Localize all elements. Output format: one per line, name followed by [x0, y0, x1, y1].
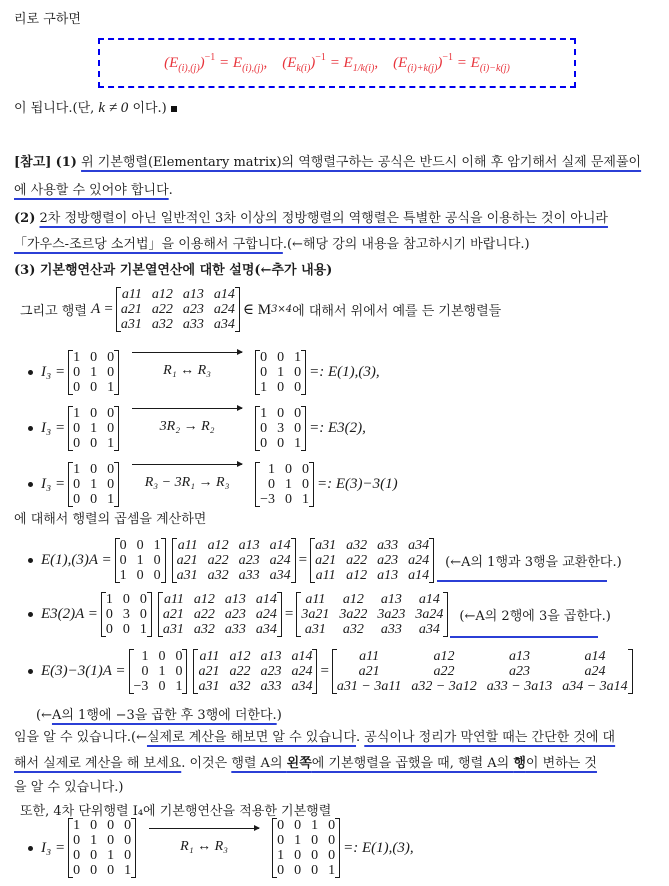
identity-label: I₃ = — [41, 476, 66, 492]
matrix-cell: 1 — [260, 380, 268, 395]
note-item-1: [참고] (1) 위 기본행렬(Elementary matrix)의 역행렬구하는 공식은 반드시 이해 후 암기해서 실제 문제풀이 — [14, 155, 642, 170]
matrix-cell: a32 — [229, 679, 251, 694]
matrix-cell: 0 — [277, 436, 285, 451]
matrix-cell: a12 — [229, 649, 251, 664]
matrix-cell: 0 — [153, 568, 161, 583]
matrix-cell: 0 — [328, 818, 336, 833]
matrix-cell: 0 — [90, 462, 98, 477]
row-operation-arrow — [149, 838, 259, 855]
matrix-cell: 0 — [90, 848, 98, 863]
explanation-line-4: 또한, 4차 단위행렬 I₄에 기본행연산을 적용한 기본행렬 — [20, 804, 332, 819]
matrix-cell: 0 — [285, 492, 292, 507]
arrow-line — [132, 464, 242, 465]
explanation-line-2: 해서 실제로 계산을 해 보세요. 이것은 행렬 A의 왼쪽에 기본행렬을 곱했을 때, 행렬 A의 행이 변하는 것 — [14, 756, 597, 771]
explanation-line-3: 을 알 수 있습니다.) — [14, 780, 124, 795]
matrix-cell: 0 — [139, 607, 147, 622]
matrix-cell: a12 — [433, 649, 455, 664]
matrix-cell: 0 — [328, 848, 336, 863]
matrix-cell: a22 — [151, 302, 173, 317]
bullet-icon — [28, 426, 33, 431]
matrix-cell: 0 — [294, 406, 302, 421]
matrix-a — [158, 592, 282, 637]
matrix-cell: a24 — [255, 607, 277, 622]
matrix-cell: 1 — [90, 421, 98, 436]
matrix-cell: 0 — [268, 477, 275, 492]
product-row — [28, 538, 622, 583]
matrix-cell: a22 — [346, 553, 368, 568]
matrix-cell: −3 — [260, 492, 275, 507]
matrix-cell: a31 — [304, 622, 326, 637]
matrix-cell: 0 — [107, 365, 115, 380]
matrix-cell: 0 — [175, 664, 183, 679]
identity-label: I₃ = — [41, 364, 66, 380]
matrix-a — [172, 538, 296, 583]
matrix-cell: a11 — [177, 538, 198, 553]
matrix-cell: a12 — [193, 592, 215, 607]
matrix-cell: a34 — [408, 538, 430, 553]
matrix-cell: 0 — [90, 380, 98, 395]
matrix-cell: a32 — [151, 317, 173, 332]
elementary-example-row — [28, 350, 380, 395]
arrow-line — [149, 828, 259, 829]
matrix-cell: a14 — [408, 568, 430, 583]
matrix-cell: 0 — [73, 848, 81, 863]
product-row — [28, 592, 611, 637]
matrix-cell: 0 — [260, 421, 268, 436]
matrix-cell: a34 — [255, 622, 277, 637]
explanation-line-1: 임을 알 수 있습니다.(←실제로 계산을 해보면 알 수 있습니다. 공식이나 정리가 막연할 때는 간단한 것에 대 — [14, 730, 616, 745]
matrix-cell: 1 — [277, 365, 285, 380]
matrix-a — [193, 649, 317, 694]
matrix-cell: 0 — [107, 462, 115, 477]
matrix-cell: 0 — [260, 436, 268, 451]
matrix-cell: 0 — [141, 664, 149, 679]
matrix-cell: a23 — [377, 553, 399, 568]
matrix-cell: a12 — [207, 538, 229, 553]
elementary-matrix-name: =: E(3)−3(1) — [317, 476, 398, 492]
matrix-cell: a23 — [224, 607, 246, 622]
matrix-a — [116, 287, 240, 332]
matrix-cell: 3a22 — [339, 607, 368, 622]
matrix-cell: 0 — [328, 833, 336, 848]
matrix-cell: a14 — [418, 592, 440, 607]
bullet-icon — [28, 482, 33, 487]
equals-sign: = — [284, 606, 294, 622]
matrix-cell: a11 — [359, 649, 380, 664]
identity-matrix-4x4 — [68, 818, 136, 878]
matrix-cell: a14 — [213, 287, 235, 302]
formula-box — [98, 38, 576, 88]
matrix-cell: 0 — [260, 350, 268, 365]
row-operation-label: 3R₂ → R₂ — [159, 419, 215, 434]
matrix-cell: a34 — [213, 317, 235, 332]
arrow-line — [132, 408, 242, 409]
matrix-cell: 1 — [158, 664, 166, 679]
product-lhs: E(1),(3)A = — [41, 552, 112, 568]
result-matrix — [332, 649, 633, 694]
matrix-cell: 1 — [90, 365, 98, 380]
row-operation-arrow — [132, 363, 242, 379]
matrix-cell: 0 — [302, 462, 309, 477]
matrix-cell: 0 — [124, 848, 132, 863]
matrix-cell: a34 — [269, 568, 291, 583]
matrix-cell: 1 — [268, 462, 275, 477]
matrix-cell: a33 — [377, 538, 399, 553]
matrix-cell: a11 — [305, 592, 326, 607]
matrix-cell: a21 — [315, 553, 337, 568]
matrix-cell: a24 — [291, 664, 313, 679]
matrix-cell: 0 — [175, 649, 183, 664]
matrix-cell: 0 — [277, 833, 285, 848]
qed-icon — [171, 106, 177, 112]
matrix-cell: 3 — [122, 607, 130, 622]
elementary-example-4x4-row — [28, 818, 414, 878]
elementary-matrix — [255, 462, 314, 507]
product-lhs: E3(2)A = — [41, 606, 98, 622]
elementary-matrix-name: =: E3(2), — [309, 420, 366, 436]
intro-text: 리로 구하면 — [14, 12, 81, 27]
matrix-cell: a34 — [418, 622, 440, 637]
formula-swap: $(E_{(i),(j)})^{-1} = E_{(i),(j)}$, — [164, 52, 268, 74]
matrix-cell: a34 − 3a14 — [562, 679, 628, 694]
matrix-cell: 1 — [311, 818, 319, 833]
matrix-cell: a34 — [291, 679, 313, 694]
matrix-cell: 0 — [277, 863, 285, 878]
matrix-cell: 0 — [73, 380, 81, 395]
note-item-2-cont: 「가우스-조르당 소거법」을 이용해서 구합니다.(←해당 강의 내용을 참고하시기 바랍니다.) — [14, 237, 530, 252]
elementary-matrix-name: =: E(1),(3), — [343, 839, 414, 856]
matrix-cell: 1 — [124, 863, 132, 878]
matrix-cell: 0 — [73, 436, 81, 451]
matrix-cell: 0 — [73, 421, 81, 436]
bullet-icon — [28, 370, 33, 375]
matrix-cell: a31 — [315, 538, 337, 553]
matrix-cell: a11 — [199, 649, 220, 664]
matrix-cell: a21 — [120, 302, 142, 317]
arrow-line — [132, 352, 242, 353]
matrix-cell: 0 — [294, 421, 302, 436]
matrix-cell: 1 — [73, 350, 81, 365]
matrix-cell: a13 — [380, 592, 402, 607]
matrix-cell: 0 — [124, 818, 132, 833]
matrix-cell: a32 — [193, 622, 215, 637]
elementary-matrix — [255, 406, 306, 451]
matrix-cell: a21 — [358, 664, 380, 679]
matrix-cell: a13 — [509, 649, 530, 664]
matrix-cell: 1 — [107, 848, 115, 863]
matrix-cell: a33 — [380, 622, 402, 637]
matrix-cell: 0 — [277, 818, 285, 833]
matrix-cell: 0 — [73, 833, 81, 848]
matrix-cell: 3a24 — [415, 607, 444, 622]
matrix-cell: 0 — [277, 406, 285, 421]
row-operation-label: R₁ ↔ R₃ — [163, 363, 212, 378]
matrix-cell: 1 — [277, 848, 285, 863]
matrix-cell: 1 — [136, 553, 144, 568]
matrix-cell: a33 — [224, 622, 246, 637]
matrix-cell: 1 — [107, 436, 115, 451]
matrix-cell: 1 — [90, 833, 98, 848]
matrix-cell: 0 — [285, 462, 292, 477]
matrix-cell: 0 — [90, 818, 98, 833]
matrix-cell: a24 — [269, 553, 291, 568]
matrix-cell: a32 — [207, 568, 229, 583]
matrix-cell: 1 — [141, 649, 149, 664]
matrix-cell: a22 — [193, 607, 215, 622]
matrix-cell: 0 — [107, 477, 115, 492]
matrix-cell: 1 — [328, 863, 336, 878]
matrix-cell: 3a21 — [301, 607, 330, 622]
matrix-cell: a23 — [182, 302, 204, 317]
matrix-cell: 0 — [105, 622, 113, 637]
elementary-matrix — [115, 538, 166, 583]
matrix-cell: a13 — [182, 287, 204, 302]
elementary-matrix — [255, 350, 306, 395]
matrix-cell: 0 — [90, 863, 98, 878]
matrix-cell: 0 — [302, 477, 309, 492]
matrix-a-definition: 그리고 행렬 A = a11 a12 a13 a14 a21 a22 a23 a24 a31 a32 a33 a34 ∈ M 3×4 에 대해서 위에서 예를 든 기본행렬들 — [20, 287, 502, 332]
matrix-cell: a24 — [408, 553, 430, 568]
matrix-cell: a21 — [162, 607, 184, 622]
matrix-cell: 0 — [294, 380, 302, 395]
matrix-cell: a33 — [182, 317, 204, 332]
identity-matrix — [68, 406, 119, 451]
elementary-example-row — [28, 406, 366, 451]
comment-underline — [450, 636, 598, 638]
matrix-cell: a14 — [291, 649, 313, 664]
matrix-cell: 0 — [107, 406, 115, 421]
product-comment: (←A의 1행과 3행을 교환한다.) — [445, 555, 622, 570]
result-matrix — [310, 538, 434, 583]
matrix-cell: 1 — [107, 492, 115, 507]
matrix-cell: 0 — [136, 568, 144, 583]
matrix-cell: 0 — [153, 553, 161, 568]
matrix-cell: 0 — [122, 622, 130, 637]
matrix-cell: 0 — [105, 607, 113, 622]
identity-label: I₃ = — [41, 420, 66, 436]
matrix-cell: 0 — [119, 538, 127, 553]
condition: k ≠ 0 — [98, 100, 129, 116]
matrix-cell: 1 — [105, 592, 113, 607]
matrix-cell: a23 — [238, 553, 260, 568]
inverse-formulas — [100, 52, 574, 74]
matrix-cell: 0 — [90, 492, 98, 507]
matrix-cell: 1 — [302, 492, 309, 507]
matrix-cell: 0 — [107, 818, 115, 833]
matrix-cell: 0 — [294, 818, 302, 833]
matrix-cell: a22 — [229, 664, 251, 679]
elementary-matrix — [101, 592, 152, 637]
matrix-cell: a21 — [198, 664, 220, 679]
matrix-cell: 0 — [311, 848, 319, 863]
matrix-cell: 1 — [107, 380, 115, 395]
matrix-cell: 0 — [73, 365, 81, 380]
matrix-cell: 0 — [90, 350, 98, 365]
equals-sign: = — [320, 663, 329, 679]
matrix-cell: a14 — [255, 592, 277, 607]
product-row — [28, 649, 636, 694]
matrix-cell: 0 — [73, 492, 81, 507]
matrix-cell: 0 — [260, 365, 268, 380]
matrix-cell: 0 — [107, 863, 115, 878]
row-operation-arrow — [132, 419, 242, 435]
matrix-cell: a12 — [346, 568, 368, 583]
elementary-matrix-4x4 — [272, 818, 340, 878]
matrix-cell: 0 — [119, 553, 127, 568]
matrix-cell: a23 — [509, 664, 530, 679]
note-item-2: (2) 2차 정방행렬이 아닌 일반적인 3차 이상의 정방행렬의 역행렬은 특별한 공식을 이용하는 것이 아니라 — [14, 211, 608, 226]
matrix-cell: a11 — [121, 287, 142, 302]
matrix-cell: 1 — [175, 679, 183, 694]
matrix-cell: 0 — [107, 350, 115, 365]
bullet-icon — [28, 846, 33, 851]
matrix-cell: 1 — [153, 538, 161, 553]
matrix-cell: a32 — [342, 622, 364, 637]
matrix-cell: a14 — [584, 649, 606, 664]
matrix-cell: 0 — [136, 538, 144, 553]
matrix-cell: a23 — [260, 664, 282, 679]
formula-scale: $(E_{k(i)})^{-1} = E_{1/k(i)}$, — [282, 52, 379, 74]
matrix-cell: a33 — [238, 568, 260, 583]
matrix-cell: 1 — [285, 477, 292, 492]
matrix-cell: 0 — [311, 863, 319, 878]
matrix-cell: 0 — [294, 863, 302, 878]
identity-label: I₃ = — [41, 839, 66, 856]
product-intro: 에 대해서 행렬의 곱셈을 계산하면 — [14, 512, 207, 527]
matrix-cell: a13 — [377, 568, 399, 583]
conclusion-line: 이 됩니다.(단, k ≠ 0 이다.) — [14, 97, 177, 117]
matrix-cell: 0 — [311, 833, 319, 848]
matrix-cell: a22 — [207, 553, 229, 568]
matrix-cell: 1 — [73, 406, 81, 421]
matrix-cell: 1 — [294, 833, 302, 848]
matrix-cell: a11 — [315, 568, 336, 583]
matrix-cell: 0 — [73, 477, 81, 492]
matrix-cell: a31 — [120, 317, 142, 332]
matrix-cell: 0 — [90, 406, 98, 421]
matrix-cell: −3 — [133, 679, 149, 694]
matrix-cell: 0 — [124, 833, 132, 848]
matrix-cell: a12 — [342, 592, 364, 607]
matrix-cell: a32 − 3a12 — [411, 679, 477, 694]
note-item-1-cont: 에 사용할 수 있어야 합니다. — [14, 183, 173, 198]
matrix-cell: 3a23 — [377, 607, 406, 622]
result-matrix — [296, 592, 448, 637]
matrix-cell: 1 — [294, 436, 302, 451]
matrix-cell: 0 — [107, 833, 115, 848]
product-comment: (←A의 1행에 −3을 곱한 후 3행에 더한다.) — [36, 708, 282, 723]
matrix-cell: a21 — [176, 553, 198, 568]
identity-matrix — [68, 462, 119, 507]
matrix-cell: 1 — [119, 568, 127, 583]
matrix-cell: 0 — [139, 592, 147, 607]
matrix-cell: 1 — [73, 818, 81, 833]
matrix-cell: 0 — [122, 592, 130, 607]
matrix-cell: a13 — [238, 538, 260, 553]
equals-sign: = — [298, 552, 308, 568]
row-operation-label: R₃ − 3R₁ → R₃ — [144, 475, 230, 490]
matrix-cell: 0 — [73, 863, 81, 878]
elementary-matrix-name: =: E(1),(3), — [309, 364, 380, 380]
matrix-cell: a31 − 3a11 — [336, 679, 402, 694]
matrix-cell: a24 — [213, 302, 235, 317]
matrix-cell: 0 — [294, 365, 302, 380]
matrix-cell: a31 — [162, 622, 184, 637]
matrix-cell: 1 — [294, 350, 302, 365]
identity-matrix — [68, 350, 119, 395]
matrix-cell: 1 — [90, 477, 98, 492]
bullet-icon — [28, 558, 33, 563]
matrix-cell: 3 — [277, 421, 285, 436]
comment-underline — [437, 580, 607, 582]
row-operation-arrow — [132, 475, 242, 491]
matrix-cell: a31 — [198, 679, 220, 694]
product-lhs: E(3)−3(1)A = — [41, 663, 126, 679]
matrix-cell: 1 — [73, 462, 81, 477]
matrix-cell: a24 — [584, 664, 606, 679]
matrix-cell: a33 — [260, 679, 282, 694]
bullet-icon — [28, 612, 33, 617]
matrix-cell: a33 − 3a13 — [486, 679, 553, 694]
row-operation-label: R₁ ↔ R₃ — [180, 838, 229, 854]
matrix-cell: a13 — [260, 649, 282, 664]
elementary-example-row — [28, 462, 398, 507]
matrix-cell: a14 — [269, 538, 291, 553]
matrix-cell: 0 — [158, 649, 166, 664]
matrix-cell: 0 — [294, 848, 302, 863]
product-comment: (←A의 2행에 3을 곱한다.) — [459, 609, 611, 624]
matrix-cell: 0 — [158, 679, 166, 694]
matrix-cell: 1 — [260, 406, 268, 421]
matrix-cell: a32 — [346, 538, 368, 553]
matrix-cell: 0 — [277, 380, 285, 395]
matrix-cell: a22 — [433, 664, 455, 679]
matrix-cell: a13 — [224, 592, 246, 607]
bullet-icon — [28, 669, 33, 674]
matrix-cell: a31 — [176, 568, 198, 583]
matrix-cell: a11 — [163, 592, 184, 607]
matrix-cell: 0 — [107, 421, 115, 436]
matrix-cell: 0 — [90, 436, 98, 451]
matrix-cell: 0 — [277, 350, 285, 365]
note-label: [참고] — [14, 155, 52, 170]
note-item-3-heading: (3) 기본행연산과 기본열연산에 대한 설명(←추가 내용) — [14, 263, 333, 278]
matrix-cell: 1 — [139, 622, 147, 637]
formula-add: $(E_{(i)+k(j)})^{-1} = E_{(i)-k(j)}$ — [393, 52, 510, 74]
elementary-matrix — [129, 649, 188, 694]
matrix-cell: a12 — [151, 287, 173, 302]
